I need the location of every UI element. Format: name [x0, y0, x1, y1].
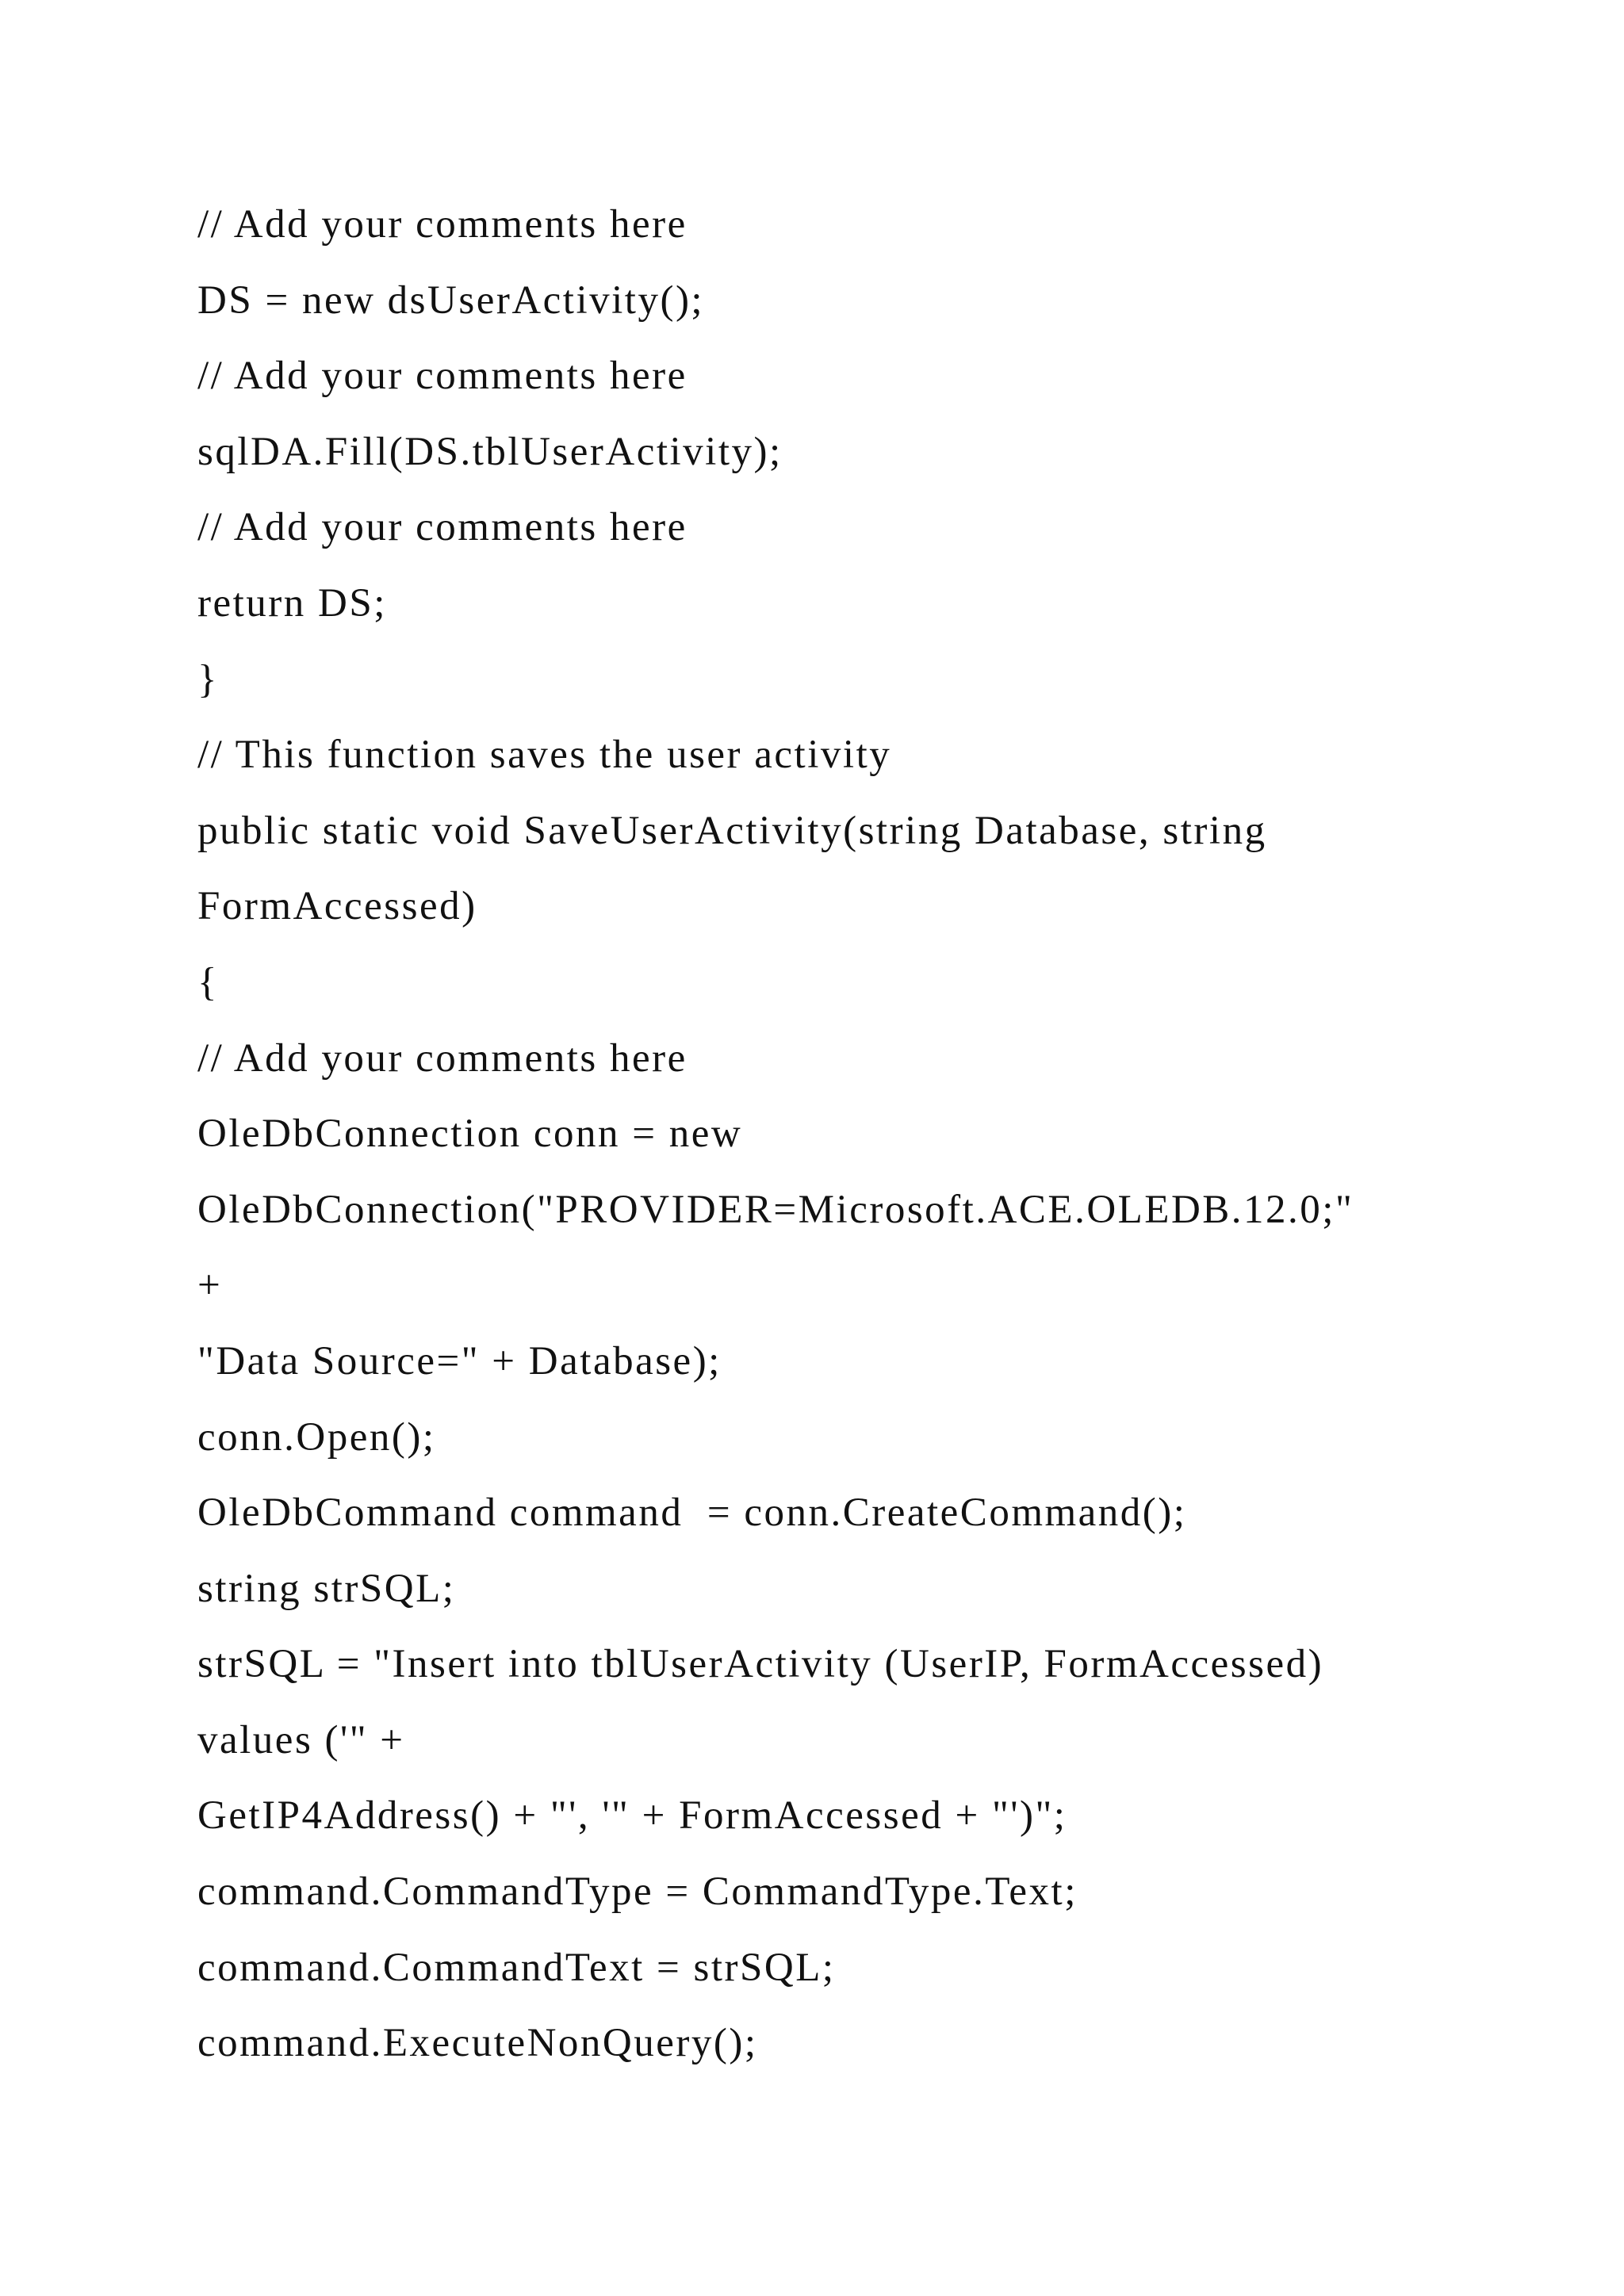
code-line: FormAccessed)	[197, 884, 477, 929]
code-line: values ('" +	[197, 1717, 405, 1762]
code-line: DS = new dsUserActivity();	[197, 277, 705, 323]
code-line: {	[197, 959, 219, 1004]
comment-line: // Add your comments here	[197, 505, 688, 550]
comment-line: // Add your comments here	[197, 202, 688, 247]
comment-line: // Add your comments here	[197, 354, 688, 399]
code-line: strSQL = "Insert into tblUserActivity (UserIP, FormAccessed)	[197, 1642, 1324, 1687]
comment-line: // Add your comments here	[197, 1035, 688, 1081]
code-line: OleDbCommand command = conn.CreateCommand();	[197, 1490, 1187, 1536]
code-line: command.CommandType = CommandType.Text;	[197, 1869, 1078, 1915]
code-line: return DS;	[197, 580, 387, 626]
code-line: OleDbConnection conn = new	[197, 1112, 743, 1157]
code-line: public static void SaveUserActivity(string Database, string	[197, 808, 1267, 853]
code-listing	[197, 187, 1498, 2082]
code-line: command.CommandText = strSQL;	[197, 1945, 836, 1990]
comment-line: // This function saves the user activity	[197, 733, 892, 778]
code-line: conn.Open();	[197, 1414, 436, 1460]
code-line: "Data Source=" + Database);	[197, 1338, 722, 1383]
code-line: OleDbConnection("PROVIDER=Microsoft.ACE.OLEDB.12.0;"	[197, 1187, 1354, 1232]
code-line: sqlDA.Fill(DS.tblUserActivity);	[197, 429, 783, 474]
code-line: command.ExecuteNonQuery();	[197, 2021, 758, 2066]
code-line: +	[197, 1263, 223, 1308]
code-line: string strSQL;	[197, 1566, 456, 1611]
code-line: GetIP4Address() + "', '" + FormAccessed + "')";	[197, 1793, 1067, 1839]
code-line: }	[197, 656, 219, 702]
